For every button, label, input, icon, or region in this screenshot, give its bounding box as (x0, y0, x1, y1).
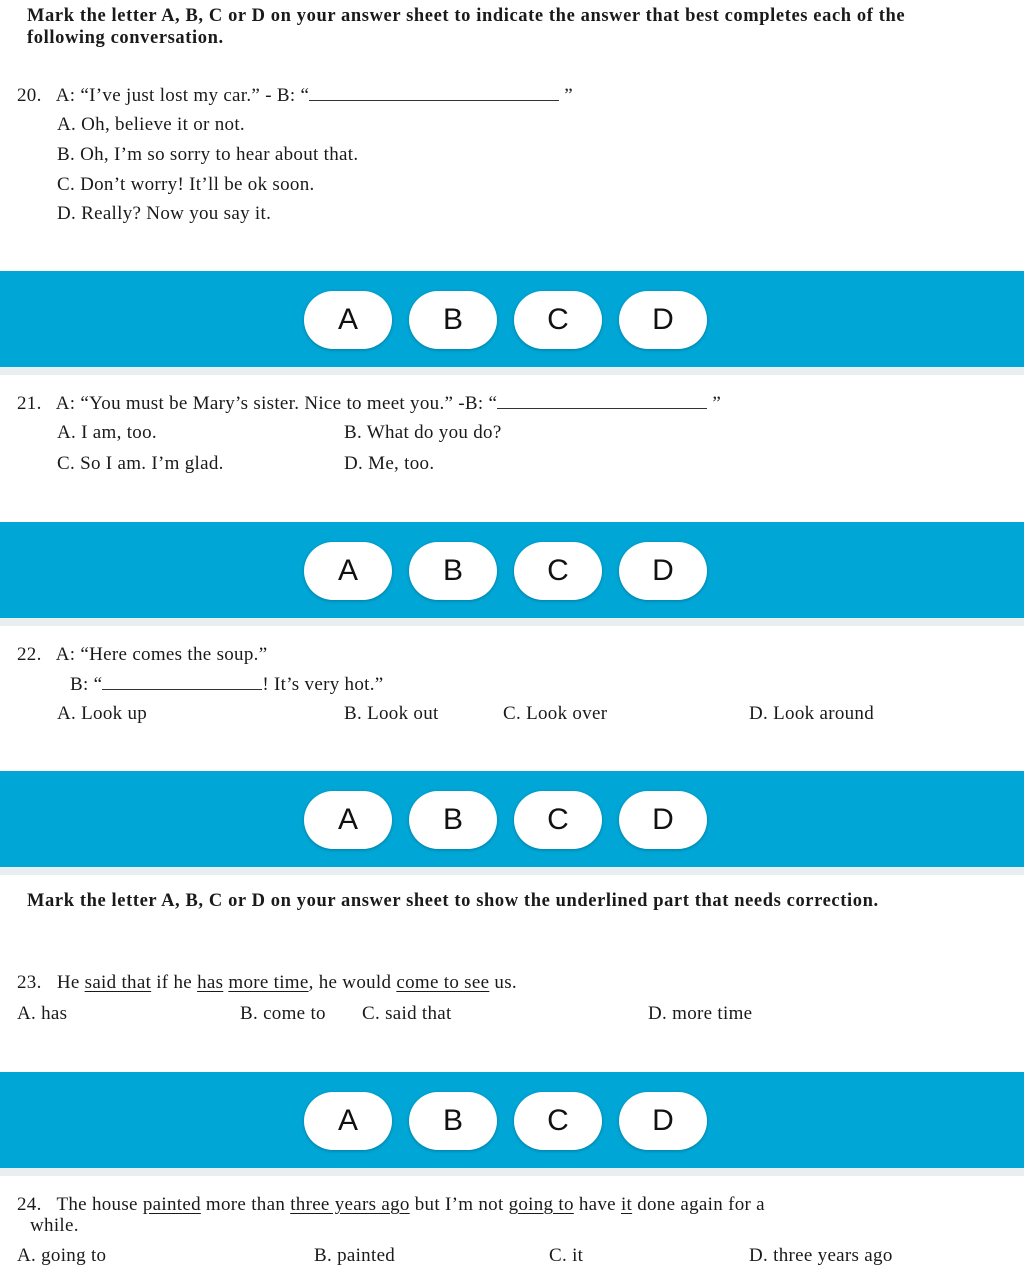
answer-button-d[interactable]: D (619, 1092, 707, 1150)
sentence-part: He (56, 972, 85, 993)
answer-band-20 (0, 271, 1024, 367)
question-number: 21. (17, 393, 42, 414)
answer-blank (309, 86, 559, 101)
answer-button-a[interactable]: A (304, 291, 392, 349)
answer-button-d[interactable]: D (619, 542, 707, 600)
question-prompt: A: “Here comes the soup.” (55, 644, 268, 665)
question-23 (17, 972, 517, 994)
band-divider (0, 1168, 1024, 1176)
question-22 (17, 644, 267, 666)
closing-quote: ” (564, 85, 574, 106)
option-21-c: C. So I am. I’m glad. (57, 453, 224, 474)
option-24-a: A. going to (17, 1245, 107, 1266)
sentence-part: us. (489, 972, 517, 993)
answer-button-b[interactable]: B (409, 542, 497, 600)
option-23-d: D. more time (648, 1003, 753, 1024)
answer-button-a[interactable]: A (304, 1092, 392, 1150)
option-22-d: D. Look around (749, 703, 875, 724)
underlined-part: it (620, 1194, 633, 1215)
instruction-correction: Mark the letter A, B, C or D on your answer sheet to show the underlined part that needs correction. (27, 891, 879, 911)
option-24-b: B. painted (314, 1245, 396, 1266)
option-22-c: C. Look over (503, 703, 608, 724)
answer-button-c[interactable]: C (514, 791, 602, 849)
sentence-part: , he would (308, 972, 397, 993)
band-divider (0, 367, 1024, 375)
question-number: 23. (17, 972, 42, 993)
answer-button-d[interactable]: D (619, 291, 707, 349)
question-number: 20. (17, 85, 42, 106)
reply-end: ! It’s very hot.” (262, 674, 384, 695)
option-21-b: B. What do you do? (344, 422, 502, 443)
answer-blank (102, 675, 262, 690)
option-20-a: A. Oh, believe it or not. (57, 114, 245, 135)
option-22-a: A. Look up (57, 703, 148, 724)
question-21 (17, 393, 721, 415)
underlined-part: more time (228, 972, 309, 993)
option-20-b: B. Oh, I’m so sorry to hear about that. (57, 144, 359, 165)
option-21-a: A. I am, too. (57, 422, 157, 443)
underlined-part: come to see (396, 972, 490, 993)
underlined-part: painted (142, 1194, 201, 1215)
option-23-b: B. come to (240, 1003, 326, 1024)
sentence-part: done again for a (632, 1194, 765, 1215)
question-prompt: A: “I’ve just lost my car.” - B: “ (55, 85, 310, 106)
question-22-reply (70, 674, 384, 696)
question-prompt: A: “You must be Mary’s sister. Nice to meet you.” -B: “ (55, 393, 498, 414)
option-23-a: A. has (17, 1003, 68, 1024)
answer-button-b[interactable]: B (409, 791, 497, 849)
reply-start: B: “ (70, 674, 103, 695)
option-23-c: C. said that (362, 1003, 452, 1024)
question-number: 24. (17, 1194, 42, 1215)
answer-button-a[interactable]: A (304, 791, 392, 849)
option-20-c: C. Don’t worry! It’ll be ok soon. (57, 174, 315, 195)
answer-button-b[interactable]: B (409, 1092, 497, 1150)
option-22-b: B. Look out (344, 703, 439, 724)
sentence-part: if he (151, 972, 198, 993)
sentence-part: have (573, 1194, 621, 1215)
question-24-continuation: while. (30, 1215, 79, 1236)
sentence-part: but I’m not (409, 1194, 509, 1215)
band-divider (0, 618, 1024, 626)
answer-button-b[interactable]: B (409, 291, 497, 349)
option-24-c: C. it (549, 1245, 584, 1266)
sentence-part: more than (200, 1194, 291, 1215)
underlined-part: going to (508, 1194, 574, 1215)
question-24 (17, 1194, 765, 1216)
answer-button-c[interactable]: C (514, 542, 602, 600)
answer-button-a[interactable]: A (304, 542, 392, 600)
closing-quote: ” (712, 393, 722, 414)
answer-band-21 (0, 522, 1024, 618)
answer-band-23 (0, 1072, 1024, 1168)
instruction-conversation: Mark the letter A, B, C or D on your answer sheet to indicate the answer that best completes each of the following conversation. (27, 6, 906, 48)
underlined-part: three years ago (290, 1194, 410, 1215)
answer-button-d[interactable]: D (619, 791, 707, 849)
underlined-part: has (197, 972, 224, 993)
answer-button-c[interactable]: C (514, 291, 602, 349)
option-21-d: D. Me, too. (344, 453, 435, 474)
option-24-d: D. three years ago (749, 1245, 893, 1266)
band-divider (0, 867, 1024, 875)
answer-band-22 (0, 771, 1024, 867)
underlined-part: said that (84, 972, 152, 993)
question-number: 22. (17, 644, 42, 665)
answer-button-c[interactable]: C (514, 1092, 602, 1150)
question-20 (17, 85, 573, 107)
option-20-d: D. Really? Now you say it. (57, 203, 272, 224)
answer-blank (497, 394, 707, 409)
sentence-part: The house (56, 1194, 143, 1215)
